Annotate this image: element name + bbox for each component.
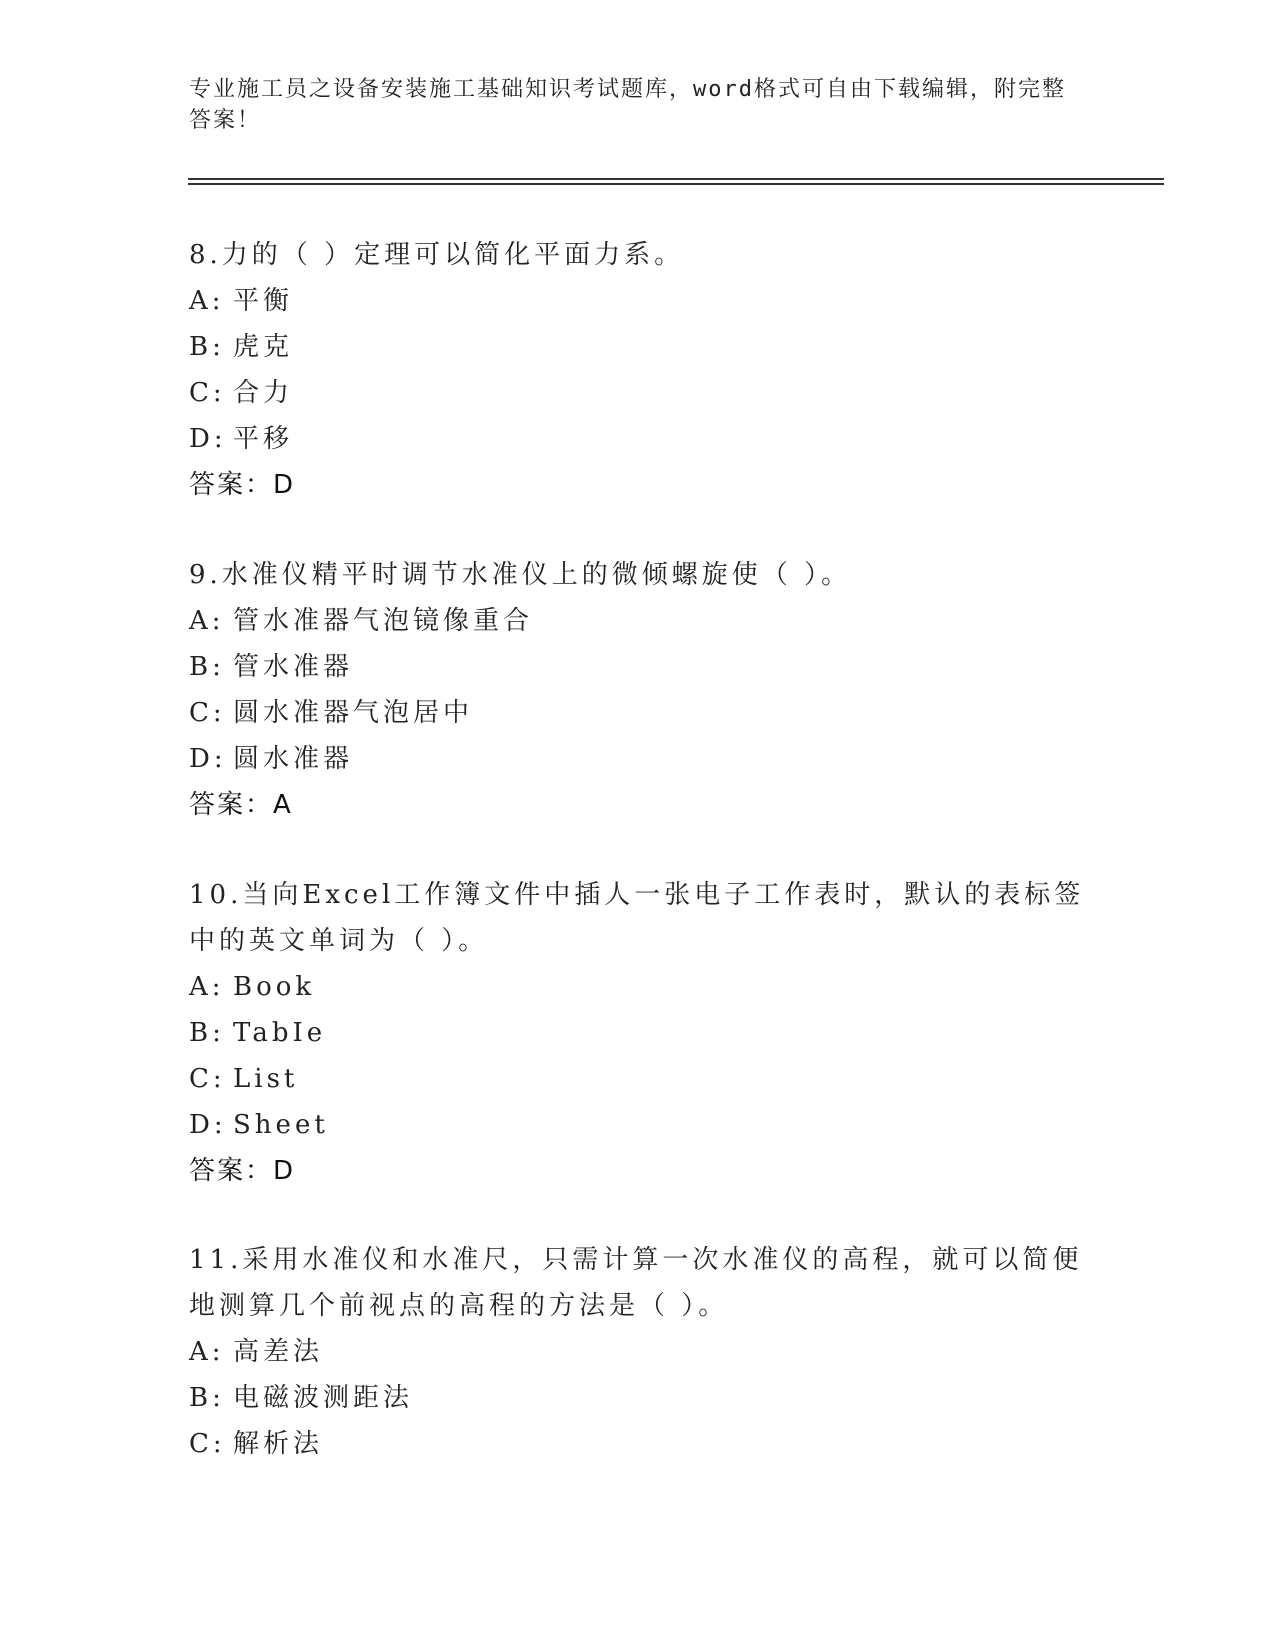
option-key: C: bbox=[189, 1429, 226, 1459]
option-a bbox=[189, 278, 1089, 324]
option-text: Sheet bbox=[233, 1110, 329, 1140]
option-key: B: bbox=[189, 1018, 225, 1048]
option-text: 平衡 bbox=[233, 286, 294, 316]
option-key: C: bbox=[189, 378, 226, 408]
question-10 bbox=[189, 872, 1089, 1194]
option-text: 管水准器 bbox=[233, 652, 354, 682]
option-text: 圆水准器气泡居中 bbox=[233, 698, 474, 728]
option-text: 高差法 bbox=[233, 1337, 324, 1367]
option-text: 虎克 bbox=[233, 332, 294, 362]
answer-line: 答案：D bbox=[189, 1156, 296, 1186]
option-text: 管水准器气泡镜像重合 bbox=[233, 606, 534, 636]
question-text: 8.力的（ ）定理可以简化平面力系。 bbox=[189, 240, 685, 270]
question-text: 10.当向Excel工作簿文件中插人一张电子工作表时，默认的表标签中的英文单词为（ ）。 bbox=[189, 880, 1085, 956]
option-d bbox=[189, 736, 1089, 782]
option-key: B: bbox=[189, 652, 225, 682]
option-key: A: bbox=[189, 606, 225, 636]
option-c bbox=[189, 1056, 1089, 1102]
option-text: 解析法 bbox=[233, 1429, 324, 1459]
option-text: 平移 bbox=[233, 424, 294, 454]
answer-line: 答案：D bbox=[189, 470, 296, 500]
option-text: 圆水准器 bbox=[233, 744, 354, 774]
question-11 bbox=[189, 1237, 1089, 1467]
option-a bbox=[189, 598, 1089, 644]
option-b bbox=[189, 324, 1089, 370]
answer-line: 答案：A bbox=[189, 790, 293, 820]
option-c bbox=[189, 1421, 1089, 1467]
option-key: C: bbox=[189, 1064, 226, 1094]
option-key: C: bbox=[189, 698, 226, 728]
option-a bbox=[189, 964, 1089, 1010]
option-key: D: bbox=[189, 1110, 227, 1140]
option-d bbox=[189, 1102, 1089, 1148]
option-key: B: bbox=[189, 332, 225, 362]
option-key: A: bbox=[189, 1337, 225, 1367]
option-d bbox=[189, 416, 1089, 462]
option-key: A: bbox=[189, 972, 225, 1002]
option-key: D: bbox=[189, 424, 227, 454]
option-c bbox=[189, 370, 1089, 416]
option-key: A: bbox=[189, 286, 225, 316]
option-key: D: bbox=[189, 744, 227, 774]
option-text: 合力 bbox=[233, 378, 294, 408]
option-b bbox=[189, 1010, 1089, 1056]
option-key: B: bbox=[189, 1383, 225, 1413]
header-divider-bottom bbox=[188, 183, 1164, 185]
question-9 bbox=[189, 552, 1089, 828]
question-text: 11.采用水准仪和水准尺，只需计算一次水准仪的高程，就可以简便地测算几个前视点的高程的方法是（ ）。 bbox=[189, 1245, 1083, 1321]
option-text: 电磁波测距法 bbox=[233, 1383, 414, 1413]
option-text: Book bbox=[233, 972, 316, 1002]
option-b bbox=[189, 644, 1089, 690]
document-intro: 专业施工员之设备安装施工基础知识考试题库，word格式可自由下载编辑，附完整答案！ bbox=[189, 77, 1066, 133]
question-8 bbox=[189, 232, 1089, 508]
option-text: TabIe bbox=[233, 1018, 327, 1048]
header-divider-top bbox=[188, 178, 1164, 180]
option-a bbox=[189, 1329, 1089, 1375]
option-b bbox=[189, 1375, 1089, 1421]
question-text: 9.水准仪精平时调节水准仪上的微倾螺旋使（ ）。 bbox=[189, 560, 852, 590]
option-text: List bbox=[233, 1064, 299, 1094]
option-c bbox=[189, 690, 1089, 736]
